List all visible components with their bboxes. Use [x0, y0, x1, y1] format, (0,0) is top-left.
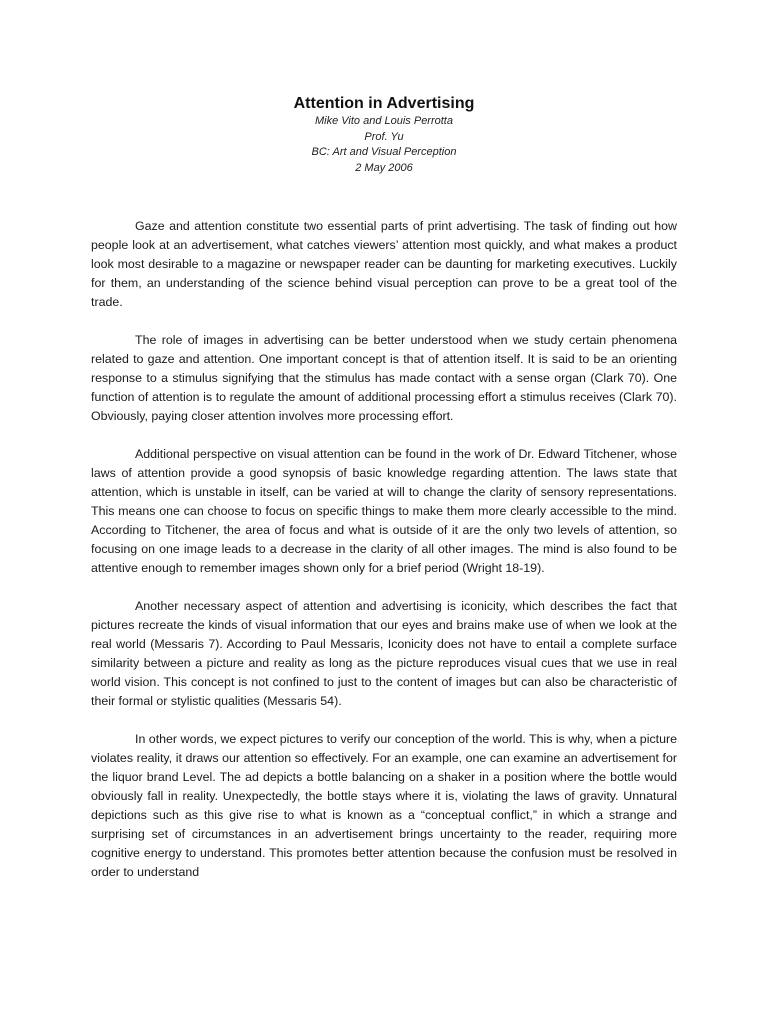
document-body	[91, 217, 677, 901]
paragraph-2: The role of images in advertising can be better understood when we study certain phenomena related to gaze and attention. One important concept is that of attention itself. It is said to be an orienting response to a stimulus signifying that the stimulus has made contact with a sense organ (Clark 70). One function of attention is to regulate the amount of additional processing effort a stimulus receives (Clark 70). Obviously, paying closer attention involves more processing effort.	[91, 333, 677, 423]
professor-line: Prof. Yu	[364, 130, 404, 143]
paragraph-3: Additional perspective on visual attention can be found in the work of Dr. Edward Titchener, whose laws of attention provide a good synopsis of basic knowledge regarding attention. The laws state that attention, which is unstable in itself, can be varied at will to change the clarity of sensory representations. This means one can choose to focus on specific things to make them more clearly accessible to the mind. According to Titchener, the area of focus and what is outside of it are the only two levels of attention, so focusing on one image leads to a decrease in the clarity of all other images. The mind is also found to be attentive enough to remember images shown only for a brief period (Wright 18-19).	[91, 447, 677, 575]
paragraph-5: In other words, we expect pictures to verify our conception of the world. This is why, when a picture violates reality, it draws our attention so effectively. For an example, one can examine an advertisement for the liquor brand Level. The ad depicts a bottle balancing on a shaker in a position where the bottle would obviously fall in reality. Unexpectedly, the bottle stays where it is, violating the laws of gravity. Unnatural depictions such as this give rise to what is known as a “conceptual conflict,” in which a strange and surprising set of circumstances in an advertisement brings uncertainty to the reader, requiring more cognitive energy to understand. This promotes better attention because the confusion must be resolved in order to understand	[91, 732, 677, 879]
paragraph-1: Gaze and attention constitute two essential parts of print advertising. The task of finding out how people look at an advertisement, what catches viewers’ attention most quickly, and what makes a product look most desirable to a magazine or newspaper reader can be daunting for marketing executives. Luckily for them, an understanding of the science behind visual perception can prove to be a great tool of the trade.	[91, 219, 677, 309]
paragraph-4: Another necessary aspect of attention and advertising is iconicity, which describes the fact that pictures recreate the kinds of visual information that our eyes and brains make use of when we look at the real world (Messaris 7). According to Paul Messaris, Iconicity does not have to entail a complete surface similarity between a picture and reality as long as the picture reproduces visual cues that we use in real world vision. This concept is not confined to just to the content of images but can also be characteristic of their formal or stylistic qualities (Messaris 54).	[91, 599, 677, 708]
course-line: BC: Art and Visual Perception	[311, 146, 457, 158]
document-header	[0, 94, 768, 176]
authors-line: Mike Vito and Louis Perrotta	[315, 115, 453, 127]
date-line: 2 May 2006	[355, 161, 413, 174]
document-title: Attention in Advertising	[293, 95, 475, 112]
